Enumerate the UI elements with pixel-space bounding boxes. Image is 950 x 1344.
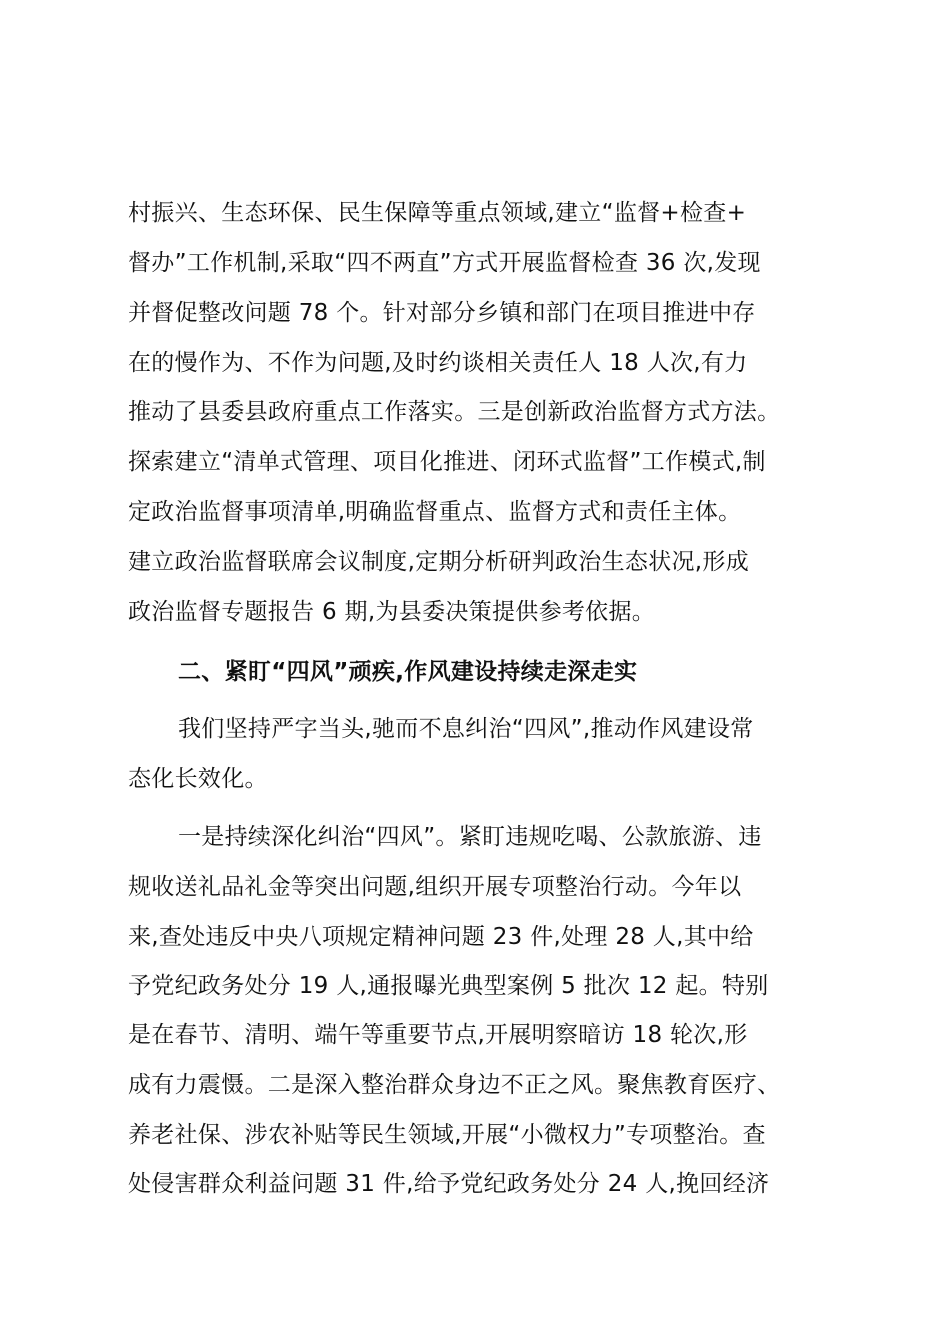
body-text-line: 来,查处违反中央八项规定精神问题 23 件,处理 28 人,其中给 [128, 924, 754, 950]
body-text-line: 是在春节、清明、端午等重要节点,开展明察暗访 18 轮次,形 [128, 1022, 748, 1048]
paragraph-first-line: 一是持续深化纠治“四风”。紧盯违规吃喝、公款旅游、违 [178, 824, 762, 850]
body-text-line: 养老社保、涉农补贴等民生领域,开展“小微权力”专项整治。查 [128, 1122, 766, 1148]
body-text-line: 并督促整改问题 78 个。针对部分乡镇和部门在项目推进中存 [128, 300, 756, 326]
body-text-line: 督办”工作机制,采取“四不两直”方式开展监督检查 36 次,发现 [128, 250, 761, 276]
section-heading: 二、紧盯“四风”顽疾,作风建设持续走深走实 [178, 659, 638, 685]
body-text-line: 成有力震慑。二是深入整治群众身边不正之风。聚焦教育医疗、 [128, 1072, 781, 1098]
body-text-line: 探索建立“清单式管理、项目化推进、闭环式监督”工作模式,制 [128, 449, 766, 475]
paragraph-first-line: 我们坚持严字当头,驰而不息纠治“四风”,推动作风建设常 [178, 716, 754, 742]
body-text-line: 推动了县委县政府重点工作落实。三是创新政治监督方式方法。 [128, 399, 781, 425]
body-text-line: 在的慢作为、不作为问题,及时约谈相关责任人 18 人次,有力 [128, 350, 748, 376]
body-text-line: 态化长效化。 [128, 766, 268, 792]
body-text-line: 处侵害群众利益问题 31 件,给予党纪政务处分 24 人,挽回经济 [128, 1171, 770, 1197]
body-text-line: 政治监督专题报告 6 期,为县委决策提供参考依据。 [128, 599, 656, 625]
body-text-line: 规收送礼品礼金等突出问题,组织开展专项整治行动。今年以 [128, 874, 742, 900]
body-text-line: 建立政治监督联席会议制度,定期分析研判政治生态状况,形成 [128, 549, 750, 575]
body-text-line: 予党纪政务处分 19 人,通报曝光典型案例 5 批次 12 起。特别 [128, 973, 769, 999]
body-text-line: 村振兴、生态环保、民生保障等重点领域,建立“监督+检查+ [128, 200, 747, 226]
body-text-line: 定政治监督事项清单,明确监督重点、监督方式和责任主体。 [128, 499, 742, 525]
